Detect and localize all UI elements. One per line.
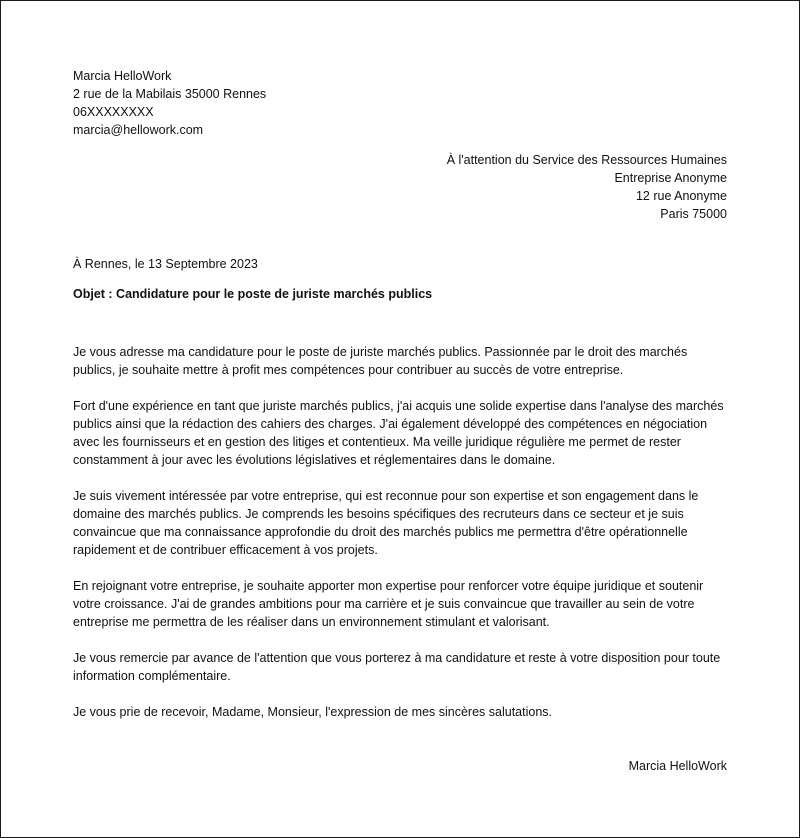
sender-email: marcia@hellowork.com [73,123,204,137]
recipient-attention: À l'attention du Service des Ressources Humaines [446,153,727,167]
subject-line: Objet : Candidature pour le poste de juriste marchés publics [73,287,433,301]
paragraph-motivation: En rejoignant votre entreprise, je souhaite apporter mon expertise pour renforcer votre équipe juridique et soutenir votre croissance. J'ai de grandes ambitions pour ma carrière et je suis convaincue que travailler au sein de votre entreprise me permettra de les réaliser dans un environnement stimulant et valorisant. [73,579,704,629]
paragraph-closing: Je vous prie de recevoir, Madame, Monsieur, l'expression de mes sincères salutations. [73,705,553,719]
paragraph-thanks: Je vous remercie par avance de l'attention que vous porterez à ma candidature et reste à votre disposition pour toute information complémentaire. [73,651,721,683]
recipient-block [447,151,727,223]
recipient-company: Entreprise Anonyme [614,171,727,185]
signature: Marcia HelloWork [628,759,727,773]
sender-phone: 06XXXXXXXX [73,105,154,119]
paragraph-intro: Je vous adresse ma candidature pour le poste de juriste marchés publics. Passionnée par le droit des marchés publics, je souhaite mettre à profit mes compétences pour contribuer au succès de votre entreprise. [73,345,688,377]
sender-name: Marcia HelloWork [73,69,172,83]
sender-address: 2 rue de la Mabilais 35000 Rennes [73,87,267,101]
recipient-street: 12 rue Anonyme [635,189,727,203]
place-date: À Rennes, le 13 Septembre 2023 [73,257,258,271]
sender-block [73,67,266,139]
paragraph-company-interest: Je suis vivement intéressée par votre entreprise, qui est reconnue pour son expertise et son engagement dans le domaine des marchés publics. Je comprends les besoins spécifiques des recruteurs dans ce secteur et je suis convaincue que ma connaissance approfondie du droit des marchés publics me permettra d'être opérationnelle rapidement et de contribuer efficacement à vos projets. [73,489,699,557]
recipient-city: Paris 75000 [660,207,727,221]
paragraph-experience: Fort d'une expérience en tant que juriste marchés publics, j'ai acquis une solide expertise dans l'analyse des marchés publics ainsi que la rédaction des cahiers des charges. J'ai également développé des compétences en négociation avec les fournisseurs et en gestion des litiges et contentieux. Ma veille juridique régulière me permet de rester constamment à jour avec les évolutions législatives et réglementaires dans le domaine. [73,399,724,467]
letter-body [73,343,733,739]
